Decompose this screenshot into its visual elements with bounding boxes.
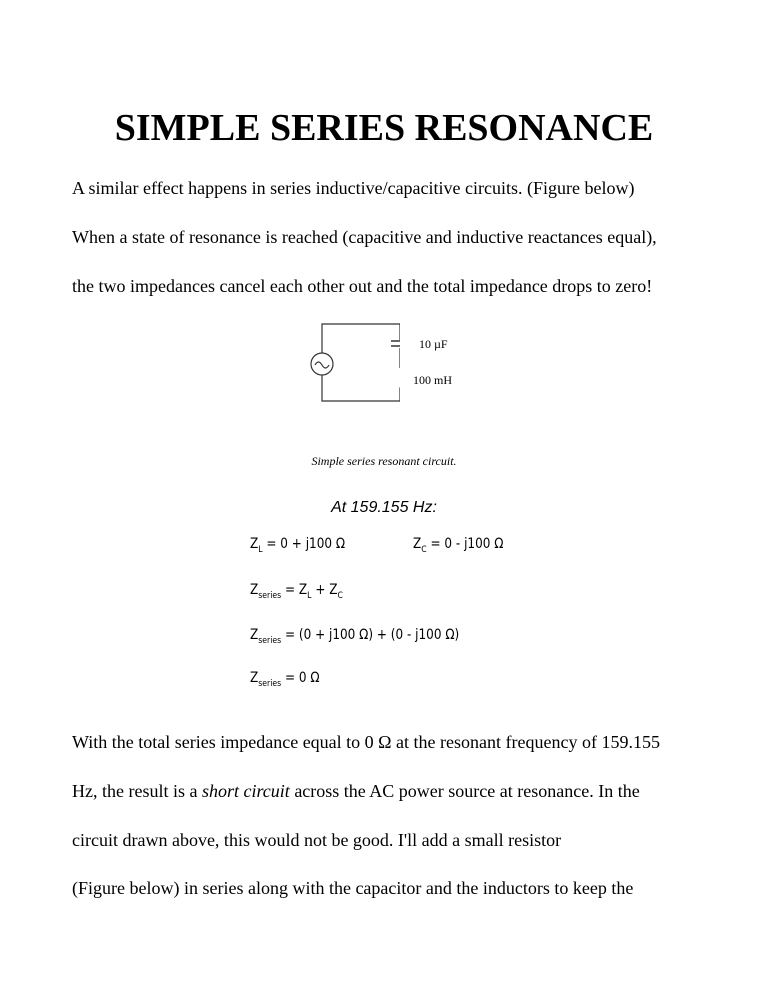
equation-zl: $Z_L = 0 + j100$ Ω (250, 536, 346, 555)
capacitor-icon (391, 341, 400, 346)
body-line-1: With the total series impedance equal to 0 Ω at the resonant frequency of 159.155 (72, 732, 660, 752)
emphasis-short-circuit: short circuit (201, 781, 290, 801)
equation-zc: $Z_C = 0 - j100$ Ω (413, 536, 504, 555)
capacitor-label: 10 µF (419, 337, 448, 351)
equation-zseries-sum: $Z_{series} = Z_L + Z_C$ (250, 582, 343, 601)
intro-line-3: the two impedances cancel each other out and the total impedance drops to zero! (72, 276, 653, 296)
equation-zseries-values: $Z_{series} = (0 + j100$ Ω) + (0 - j100 Ω) (250, 627, 460, 646)
equation-zseries-result: $Z_{series} = 0$ Ω (250, 670, 320, 689)
inductor-label: 100 mH (413, 373, 452, 387)
body-line-3: circuit drawn above, this would not be good. I'll add a small resistor (72, 830, 562, 850)
page-title: SIMPLE SERIES RESONANCE (114, 107, 654, 149)
equation-heading: At 159.155 Hz: (331, 499, 437, 516)
body-line-4: (Figure below) in series along with the capacitor and the inductors to keep the (72, 878, 634, 898)
body-line-2: Hz, the result is a short circuit across the AC power source at resonance. In the (72, 781, 640, 801)
figure-caption: Simple series resonant circuit. (311, 454, 457, 468)
intro-line-1: A similar effect happens in series inductive/capacitive circuits. (Figure below) (72, 178, 635, 198)
series-resonant-circuit-diagram (300, 315, 400, 410)
intro-line-2: When a state of resonance is reached (capacitive and inductive reactances equal), (72, 227, 657, 247)
